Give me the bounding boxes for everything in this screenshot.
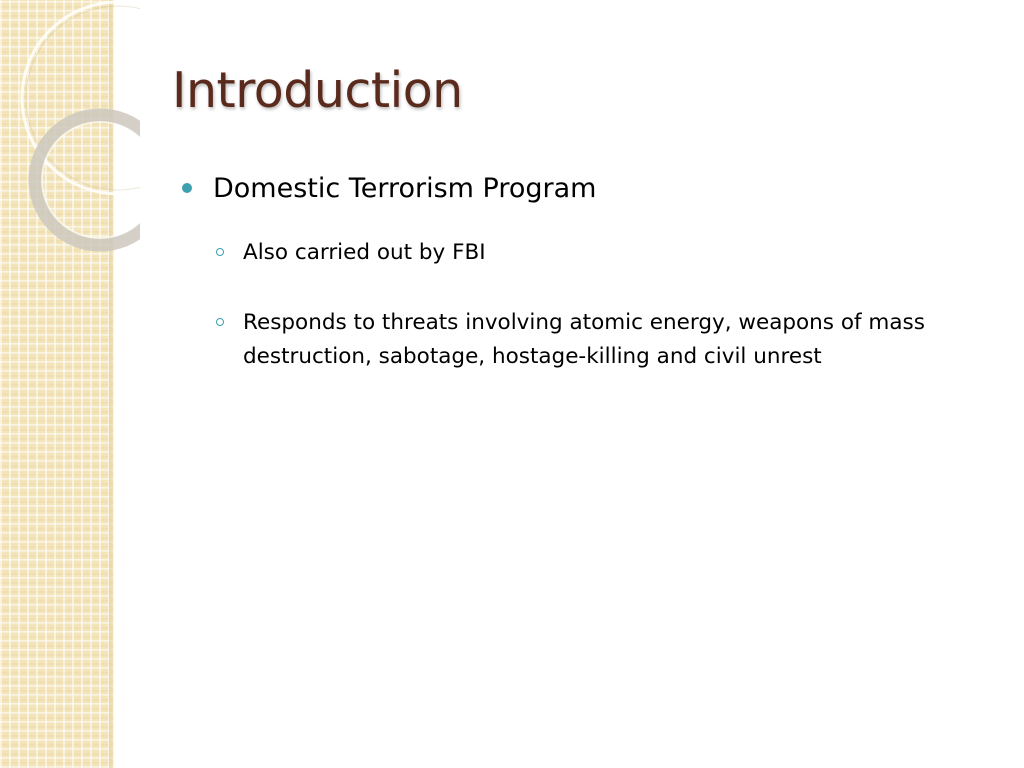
ring-decoration-icon	[0, 0, 140, 260]
sub-bullet-text: Also carried out by FBI	[243, 240, 486, 265]
bullet-item	[180, 168, 980, 210]
hollow-circle-bullet-icon	[216, 248, 224, 256]
hollow-circle-bullet-icon	[216, 318, 224, 326]
slide-title: Introduction	[172, 62, 463, 119]
slide-content	[180, 168, 980, 410]
bullet-text: Domestic Terrorism Program	[213, 173, 597, 204]
sub-bullet-text: Responds to threats involving atomic energy, weapons of mass destruction, sabotage, hostage-killing and civil unrest	[243, 310, 925, 369]
filled-circle-bullet-icon	[182, 183, 192, 193]
sub-bullet-item	[211, 306, 983, 374]
sub-bullet-item	[211, 236, 983, 270]
